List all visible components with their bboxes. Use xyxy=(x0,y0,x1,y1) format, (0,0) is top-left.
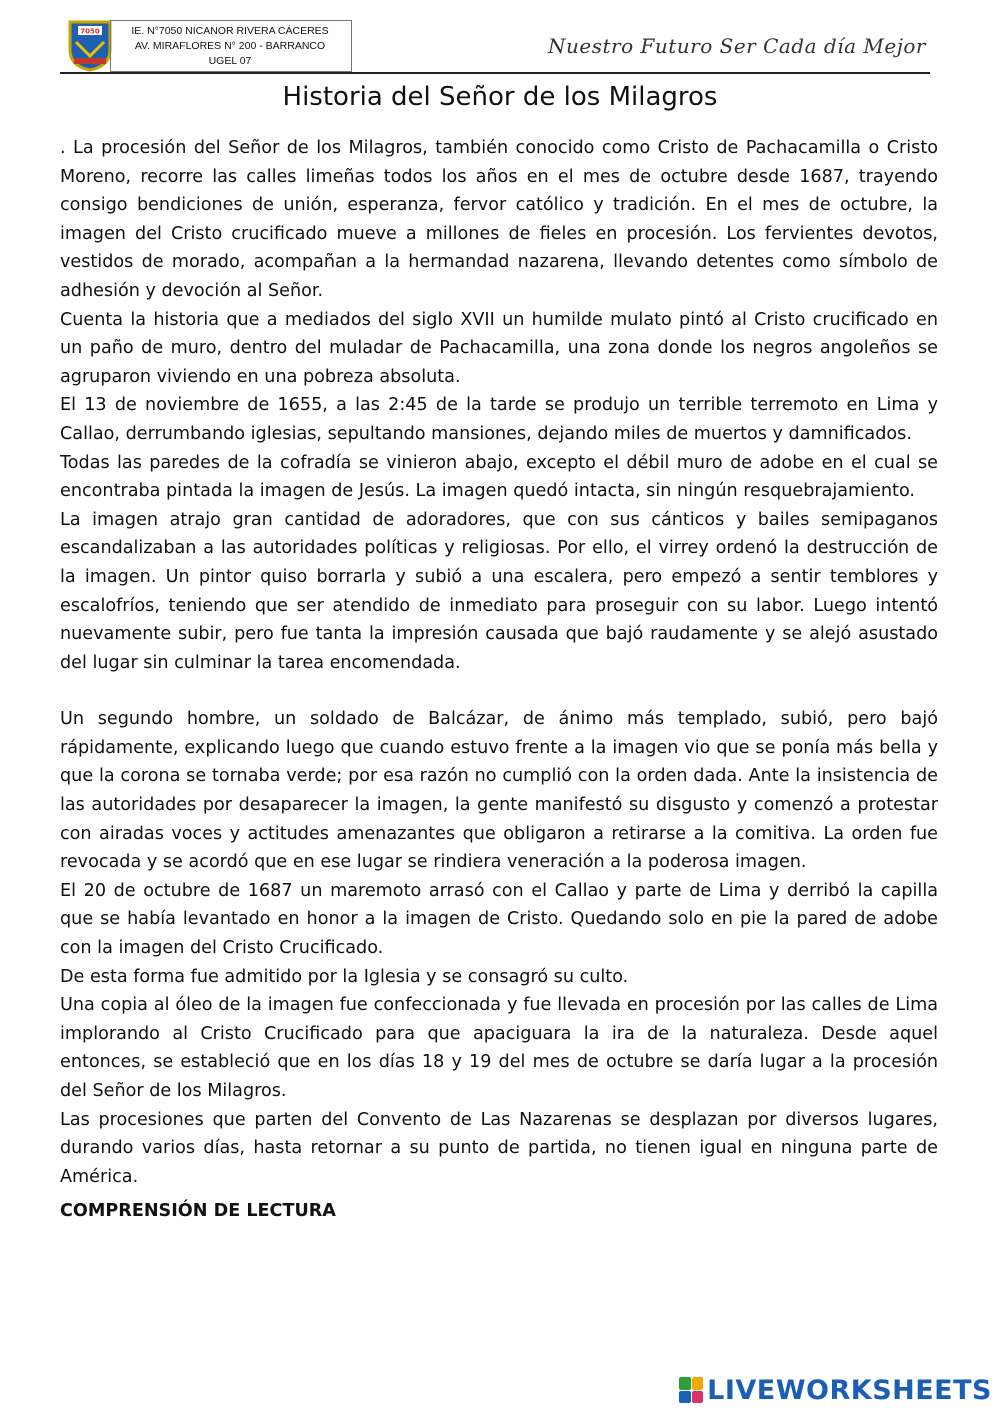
school-ugel: UGEL 07 xyxy=(208,55,252,67)
school-crest-icon xyxy=(68,20,112,72)
school-address: AV. MIRAFLORES N° 200 - BARRANCO xyxy=(134,40,326,52)
paragraph-2: Cuenta la historia que a mediados del siglo XVII un humilde mulato pintó al Cristo crucificado en un paño de muro, dentro del muladar de Pachacamilla, una zona donde los negros angoleños se agruparon viviendo en una pobreza absoluta. xyxy=(60,309,938,387)
school-info xyxy=(110,24,350,69)
page-title: Historia del Señor de los Milagros xyxy=(282,82,718,112)
crest-text: 7050 xyxy=(80,27,100,36)
paragraph-3: El 13 de noviembre de 1655, a las 2:45 de la tarde se produjo un terrible terremoto en Lima y Callao, derrumbando iglesias, sepultando mansiones, dejando miles de muertos y damnificados. xyxy=(60,395,938,444)
paragraph-8: De esta forma fue admitido por la Iglesia y se consagró su culto. xyxy=(60,966,629,987)
section-heading: COMPRENSIÓN DE LECTURA xyxy=(60,1201,336,1222)
paragraph-10: Las procesiones que parten del Convento de Las Nazarenas se desplazan por diversos lugares, durando varios días, hasta retornar a su punto de partida, no tienen igual en ninguna parte de América. xyxy=(60,1109,938,1187)
paragraph-4: Todas las paredes de la cofradía se vinieron abajo, excepto el débil muro de adobe en el cual se encontraba pintada la imagen de Jesús. La imagen quedó intacta, sin ningún resquebrajamiento. xyxy=(60,452,938,502)
paragraph-1: . La procesión del Señor de los Milagros, también conocido como Cristo de Pachacamilla o Cristo Moreno, recorre las calles limeñas todos los años en el mes de octubre desde 1687, trayendo consigo bendiciones de unión, esperanza, fervor católico y tradición. En el mes de octubre, la imagen del Cristo crucificado mueve a millones de fieles en procesión. Los fervientes devotos, vestidos de morado, acompañan a la hermandad nazarena, llevando detentes como símbolo de adhesión y devoción al Señor. xyxy=(60,138,938,301)
brand-text: LIVEWORKSHEETS xyxy=(707,1374,992,1406)
header-rule xyxy=(60,72,930,74)
liveworksheets-brand xyxy=(679,1375,992,1405)
school-motto: Nuestro Futuro Ser Cada día Mejor xyxy=(548,34,926,58)
liveworksheets-logo-icon xyxy=(679,1377,703,1403)
document-header xyxy=(60,18,930,78)
paragraph-5: La imagen atrajo gran cantidad de adoradores, que con sus cánticos y bailes semipaganos escandalizaban a las autoridades políticas y religiosas. Por ello, el virrey ordenó la destrucción de la imagen. Un pintor quiso borrarla y subió a una escalera, pero empezó a sentir temblores y escalofríos, teniendo que ser atendido de inmediato para proseguir con su labor. Luego intentó nuevamente subir, pero fue tanta la impresión causada que bajó raudamente y se alejó asustado del lugar sin culminar la tarea encomendada. xyxy=(60,509,938,673)
paragraph-7: El 20 de octubre de 1687 un maremoto arrasó con el Callao y parte de Lima y derribó la capilla que se había levantado en honor a la imagen de Cristo. Quedando solo en pie la pared de adobe con la imagen del Cristo Crucificado. xyxy=(60,880,938,959)
reading-text xyxy=(60,134,938,1226)
paragraph-9: Una copia al óleo de la imagen fue confeccionada y fue llevada en procesión por las calles de Lima implorando al Cristo Crucificado para que apaciguara la ira de la naturaleza. Desde aquel entonces, se estableció que en los días 18 y 19 del mes de octubre se daría lugar a la procesión del Señor de los Milagros. xyxy=(60,995,938,1101)
paragraph-6: Un segundo hombre, un soldado de Balcázar, de ánimo más templado, subió, pero bajó rápidamente, explicando luego que cuando estuvo frente a la imagen vio que se ponía más bella y que la corona se tornaba verde; por esa razón no cumplió con la orden dada. Ante la insistencia de las autoridades por desaparecer la imagen, la gente manifestó su disgusto y comenzó a protestar con airadas voces y actitudes amenazantes que obligaron a retirarse a la comitiva. La orden fue revocada y se acordó que en ese lugar se rindiera veneración a la poderosa imagen. xyxy=(60,709,938,873)
school-name: IE. N°7050 NICANOR RIVERA CÁCERES xyxy=(131,25,329,37)
